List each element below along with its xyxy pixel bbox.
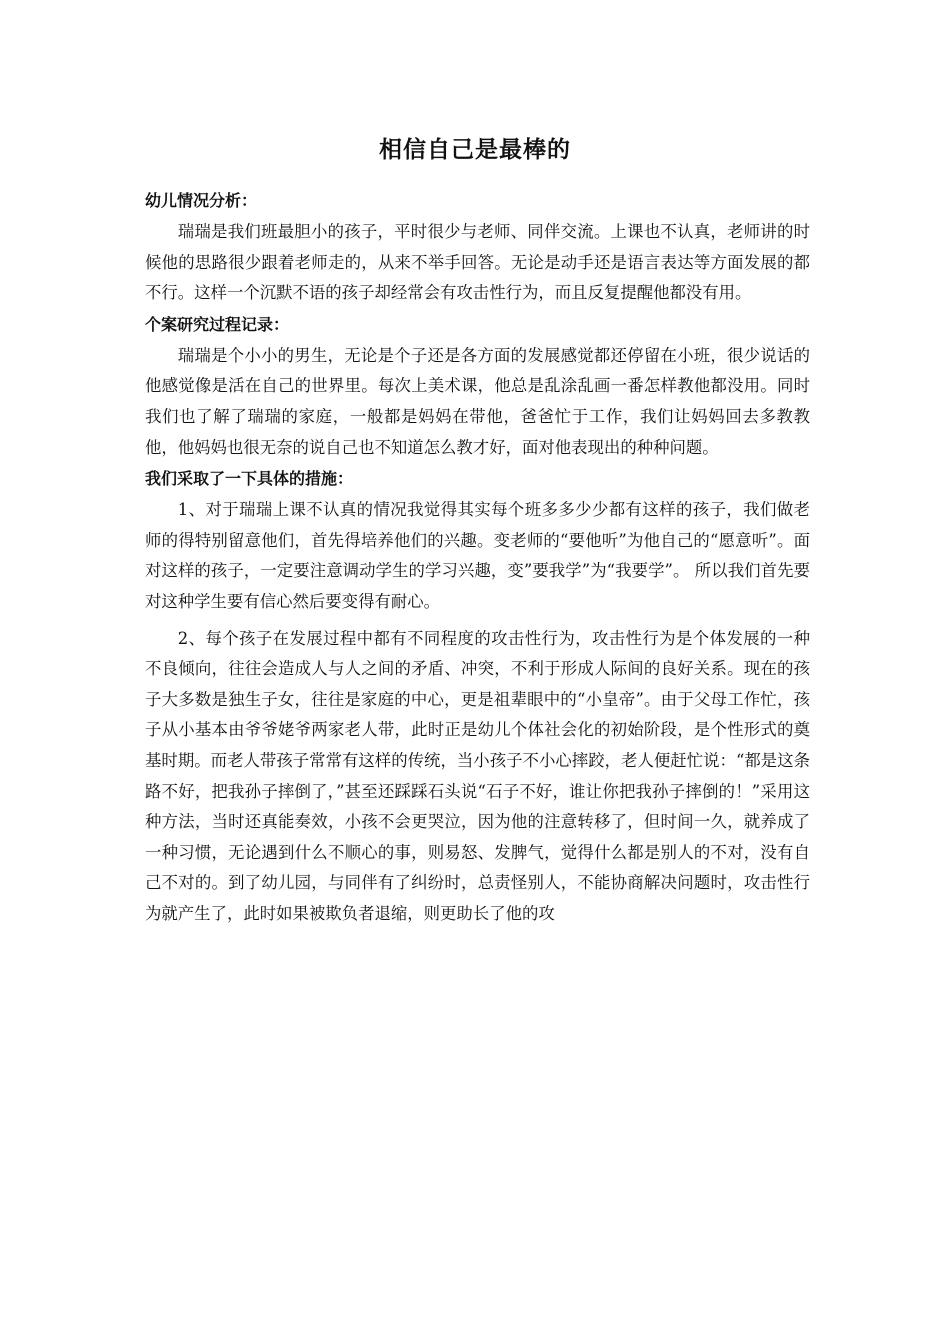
section-heading: 个案研究过程记录： [145, 314, 290, 334]
body-paragraph: 1、对于瑞瑞上课不认真的情况我觉得其实每个班多多少少都有这样的孩子，我们做老师的得特别留意他们，首先得培养他们的兴趣。变老师的“要他听”为他自己的“愿意听”。面对这样的孩子，一定要注意调动学生的学习兴趣，变”要我学”为“我要学”。 所以我们首先要对这种学生要有信心然后要变得有耐心。 [145, 500, 810, 611]
document-title: 相信自己是最棒的 [379, 137, 571, 163]
section-case-record [145, 309, 810, 463]
body-paragraph: 瑞瑞是我们班最胆小的孩子，平时很少与老师、同伴交流。上课也不认真，老师讲的时候他的思路很少跟着老师走的，从来不举手回答。无论是动手还是语言表达等方面发展的都不行。这样一个沉默不语的孩子却经常会有攻击性行为，而且反复提醒他都没有用。 [145, 222, 810, 303]
section-heading: 我们采取了一下具体的措施： [145, 469, 354, 489]
body-paragraph: 瑞瑞是个小小的男生，无论是个子还是各方面的发展感觉都还停留在小班，很少说话的他感觉像是活在自己的世界里。每次上美术课，他总是乱涂乱画一番怎样教他都没用。同时我们也了解了瑞瑞的家庭，一般都是妈妈在带他，爸爸忙于工作，我们让妈妈回去多教教他，他妈妈也很无奈的说自己也不知道怎么教才好，面对他表现出的种种问题。 [145, 345, 810, 457]
section-measures [145, 463, 810, 929]
body-paragraph: 2、每个孩子在发展过程中都有不同程度的攻击性行为，攻击性行为是个体发展的一种不良倾向，往往会造成人与人之间的矛盾、冲突，不利于形成人际间的良好关系。现在的孩子大多数是独生子女，往往是家庭的中心，更是祖辈眼中的“小皇帝”。由于父母工作忙，孩子从小基本由爷爷姥爷两家老人带，此时正是幼儿个体社会化的初始阶段，是个性形式的奠基时期。而老人带孩子常常有这样的传统，当小孩子不小心摔跤，老人便赶忙说：“都是这条路不好，把我孙子摔倒了，”甚至还踩踩石头说“石子不好，谁让你把我孙子摔倒的！”采用这种方法，当时还真能奏效，小孩不会更哭泣，因为他的注意转移了，但时间一久，就养成了一种习惯，无论遇到什么不顺心的事，则易怒、发脾气，觉得什么都是别人的不对，没有自己不对的。到了幼儿园，与同伴有了纠纷时，总责怪别人，不能协商解决问题时，攻击性行为就产生了，此时如果被欺负者退缩，则更助长了他的攻 [145, 628, 810, 923]
document-body [145, 185, 810, 929]
section-heading: 幼儿情况分析： [145, 191, 258, 210]
section-child-analysis [145, 185, 810, 309]
